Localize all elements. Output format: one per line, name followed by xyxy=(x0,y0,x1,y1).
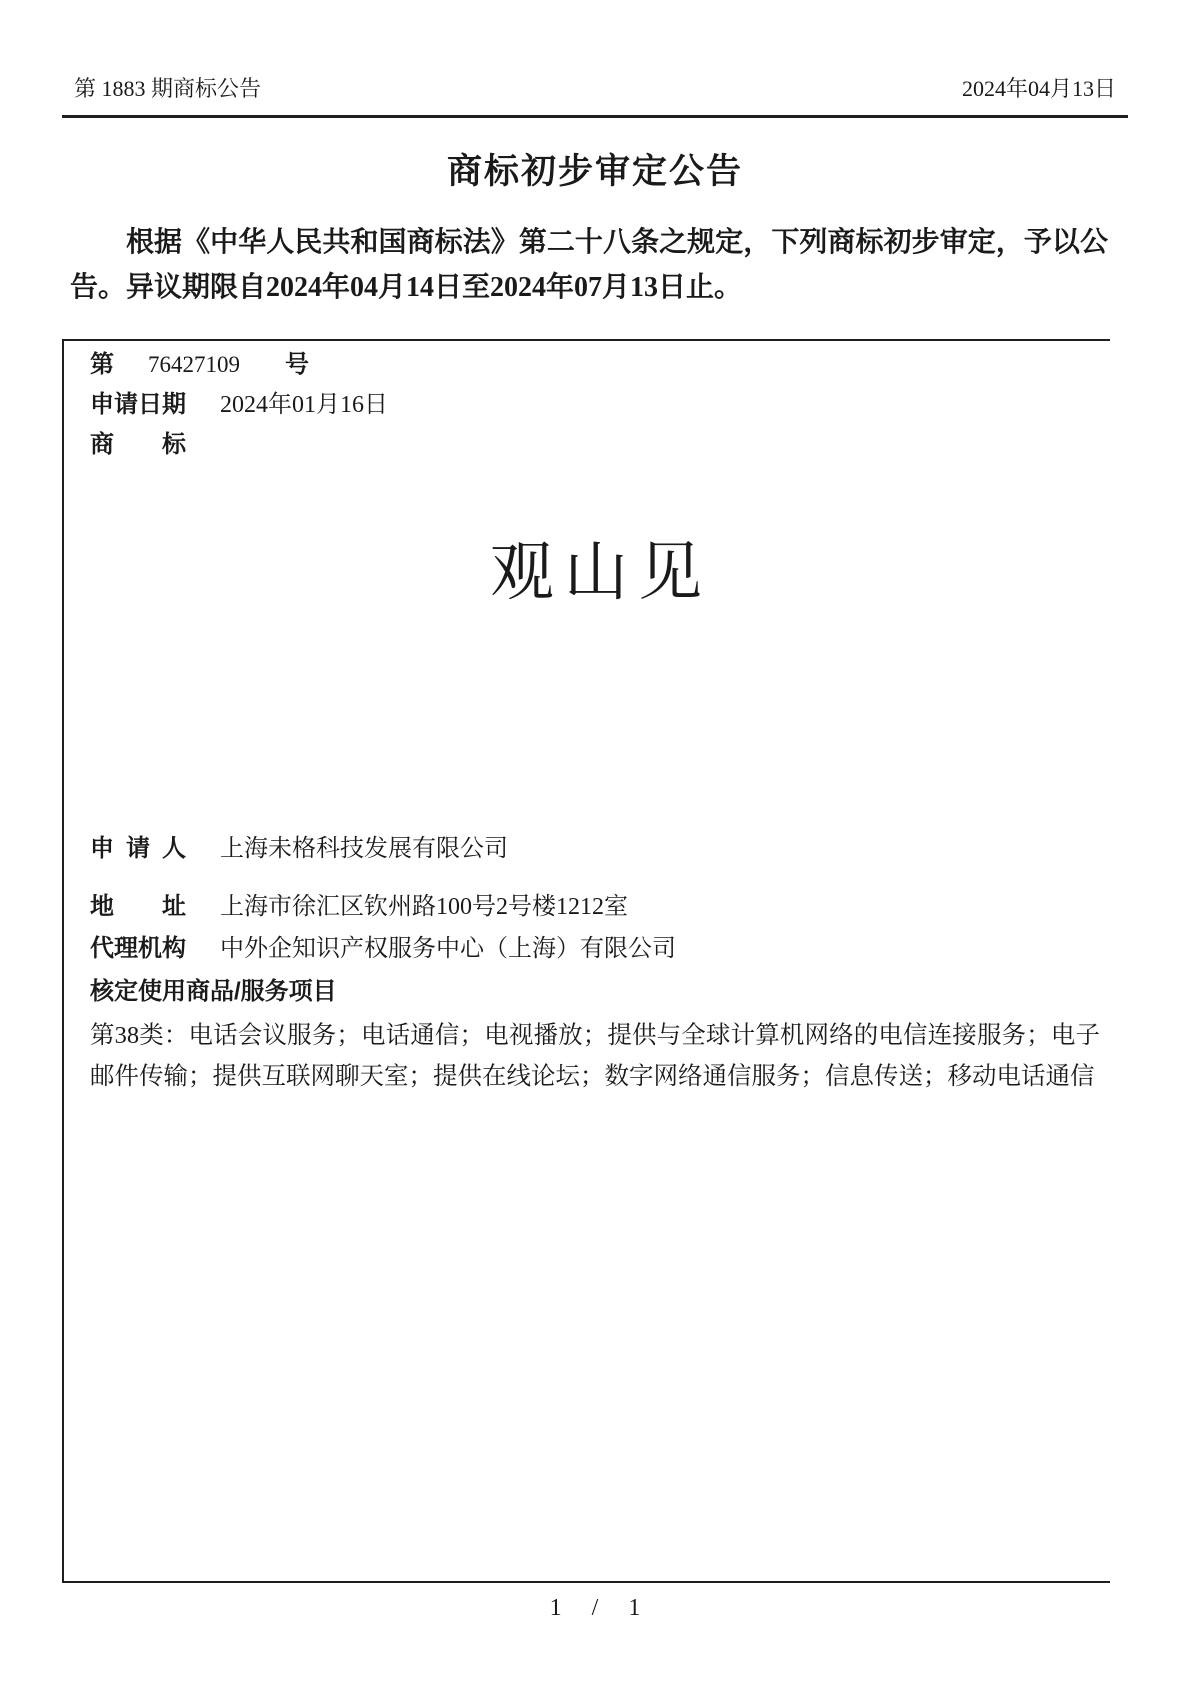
agency-label: 代理机构 xyxy=(90,935,186,962)
agency-row xyxy=(90,929,1102,969)
application-date-value: 2024年01月16日 xyxy=(220,392,388,418)
address-label: 地址 xyxy=(90,893,186,920)
application-date-label: 申请日期 xyxy=(90,391,186,418)
registration-prefix-label: 第 xyxy=(90,351,114,378)
trademark-label: 商标 xyxy=(90,431,186,458)
gazette-issue: 第 1883 期商标公告 xyxy=(74,76,262,101)
agency-value: 中外企知识产权服务中心（上海）有限公司 xyxy=(220,936,676,962)
registration-number: 76427109 xyxy=(148,352,240,377)
address-row xyxy=(90,887,1102,927)
current-page-number: 1 xyxy=(549,1595,562,1621)
trademark-image xyxy=(90,525,1102,621)
page-header xyxy=(62,0,1128,118)
services-list: 第38类：电话会议服务；电话通信；电视播放；提供与全球计算机网络的电信连接服务；电子邮件传输；提供互联网聊天室；提供在线论坛；数字网络通信服务；信息传送；移动电话通信 xyxy=(90,1022,1100,1090)
registration-number-row xyxy=(90,345,1102,385)
applicant-row xyxy=(90,829,1102,869)
services-heading: 核定使用商品/服务项目 xyxy=(90,978,337,1005)
total-page-count: 1 xyxy=(628,1595,641,1621)
trademark-label-row xyxy=(90,425,1102,465)
intro-paragraph: 根据《中华人民共和国商标法》第二十八条之规定，下列商标初步审定，予以公告。异议期限自2024年04月14日至2024年07月13日止。 xyxy=(70,227,1108,303)
gazette-date: 2024年04月13日 xyxy=(961,76,1116,101)
application-date-row xyxy=(90,385,1102,425)
applicant-value: 上海未格科技发展有限公司 xyxy=(220,836,508,862)
trademark-mark-text: 观山见 xyxy=(490,537,712,608)
address-value: 上海市徐汇区钦州路100号2号楼1212室 xyxy=(220,894,628,920)
trademark-record xyxy=(62,339,1110,1583)
page-number-footer xyxy=(0,1593,1190,1623)
document-title: 商标初步审定公告 xyxy=(446,152,743,191)
registration-suffix-label: 号 xyxy=(285,351,309,378)
page-number-separator: / xyxy=(591,1595,599,1621)
applicant-label: 申请人 xyxy=(90,835,186,862)
